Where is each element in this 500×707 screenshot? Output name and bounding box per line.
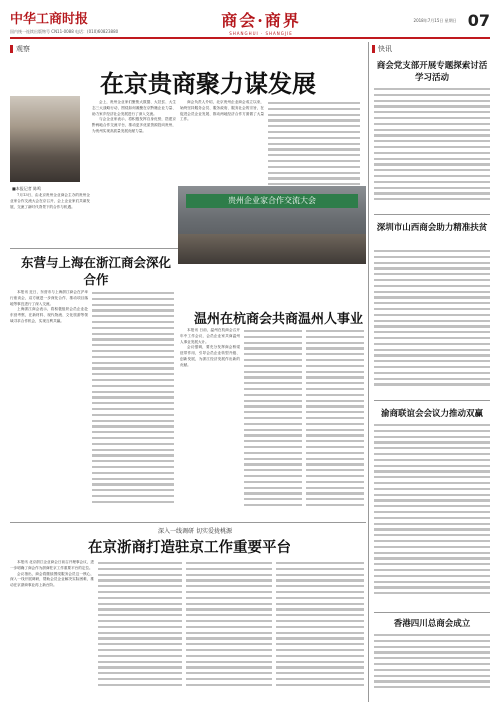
- wenzhou-paragraph: 本报讯 日前，温州在杭商会召开年中工作会议，会员企业家共商温州人事业发展大计。: [180, 328, 240, 344]
- section-tag-label: 观察: [16, 45, 30, 53]
- bottom-paragraph: 本报讯 北京浙江企业商会日前召开理事会议，进一步明确了商会作为浙商驻京工作重要平台的定位。: [10, 560, 94, 570]
- column-divider: [368, 42, 369, 702]
- bottom-col-4: [276, 562, 364, 696]
- section-pinyin: SHANGHUI · SHANGJIE: [229, 31, 293, 36]
- section-tag-right: [372, 44, 392, 54]
- sidebar-body-4: [374, 634, 490, 698]
- sidebar-body-1: [374, 88, 490, 208]
- sidebar-headline-4: 香港四川总商会成立: [393, 619, 471, 629]
- main-headline: 在京贵商聚力谋发展: [100, 69, 316, 98]
- bottom-col-1: [10, 560, 94, 698]
- story-divider: [10, 248, 178, 249]
- tag-bar-icon: [10, 45, 13, 53]
- section-title-block: [206, 8, 316, 36]
- main-intro: [10, 193, 90, 238]
- main-intro-text: 7月13日，由北京贵州企业商会主办的贵州企业家合作交流大会在京召开，会上企业家们共谋发展，交流了新时代背景下的合作与机遇。: [10, 193, 90, 209]
- main-article-col-2: [180, 100, 264, 184]
- main-photo-portrait: [10, 96, 80, 182]
- main-paragraph: 商会负责人介绍，北京贵州企业商会成立以来，始终坚持服务会员、服务政府、服务社会的宗旨，在促进会员企业发展、推动两地经济合作方面做了大量工作。: [180, 100, 264, 122]
- conference-banner: 贵州企业家合作交流大会: [186, 194, 358, 208]
- paper-name: 中华工商时报: [10, 12, 89, 27]
- masthead-meta: 国内统一连续出版物号 CN11-0088 电话：(010)60823880: [10, 29, 119, 34]
- sidebar-headline-1: 商会党支部开展专题探索讨活学习活动: [376, 61, 488, 83]
- wenzhou-headline: 温州在杭商会共商温州人事业: [194, 312, 364, 327]
- sidebar-headline-2: 深圳市山西商会助力精准扶贫: [376, 223, 488, 233]
- bottom-divider: [10, 522, 366, 523]
- tag-bar-icon: [372, 45, 375, 53]
- masthead-rule: [10, 37, 490, 39]
- main-paragraph: 与会企业家表示，将积极发挥自身优势，搭建京黔两地合作交流平台，推动更多优质资源投向贵州，为贵州实现高质量发展贡献力量。: [92, 117, 176, 133]
- bottom-col-2: [98, 562, 182, 696]
- bottom-col-3: [186, 562, 272, 696]
- masthead-right: [414, 10, 490, 30]
- main-article-col-1: [92, 100, 176, 258]
- sidebar-divider: [374, 612, 490, 613]
- sidebar-headline-3: 渝商联谊会会议力推动双赢: [380, 409, 483, 419]
- section-tag-label: 快讯: [378, 45, 392, 53]
- sidebar-body-3: [374, 424, 490, 608]
- main-paragraph: 会上，贵州企业家们聚焦大数据、大扶贫、大生态三大战略行动，围绕如何凝聚在京黔籍企业力量、助力家乡经济社会发展进行了深入交流。: [92, 100, 176, 116]
- bottom-paragraph: 会议指出，商会将继续围绕服务会员这一核心，深入一线开展调研，帮助会员企业解决实际困难，推动在京浙商事业再上新台阶。: [10, 571, 94, 588]
- sidebar-body-2: [374, 250, 490, 396]
- bottom-kicker: 深入一线调研 切实爱拢桃源: [158, 528, 232, 535]
- conference-audience: [178, 234, 366, 264]
- wenzhou-col-1: [180, 328, 240, 518]
- zhejiang-col-2: [92, 292, 174, 518]
- wenzhou-paragraph: 会议强调，要充分发挥商会桥梁纽带作用，引导会员企业转型升级、创新发展，为浙江经济发展作出新的贡献。: [180, 345, 240, 367]
- main-photo-caption: ■本报记者 陈鸣: [12, 186, 42, 191]
- wenzhou-col-3: [306, 330, 364, 516]
- sidebar-divider: [374, 400, 490, 401]
- zhejiang-col-1: [10, 290, 88, 520]
- issue-date: 2018年7月15日 星期日: [413, 17, 457, 23]
- zhejiang-paragraph: 上海浙江商会表示，将积极组织会员企业赴东营考察，在新材料、现代物流、文化旅游等领域寻求合作机会，实现互利共赢。: [10, 307, 88, 323]
- wenzhou-col-2: [244, 330, 302, 516]
- section-title: 商会·商界: [221, 11, 301, 30]
- zhejiang-headline: 东营与上海在浙江商会深化合作: [20, 255, 171, 287]
- page-number: 07: [467, 11, 490, 30]
- masthead-left: [10, 8, 118, 35]
- sidebar-divider: [374, 214, 490, 215]
- bottom-headline: 在京浙商打造驻京工作重要平台: [88, 539, 291, 556]
- conference-photo: [178, 186, 366, 264]
- section-tag-left: [10, 44, 30, 54]
- zhejiang-paragraph: 本报讯 近日，东营市与上海浙江商会在沪举行座谈会，双方就进一步深化合作、推动项目落地等事宜进行了深入交流。: [10, 290, 88, 306]
- masthead: [10, 8, 490, 36]
